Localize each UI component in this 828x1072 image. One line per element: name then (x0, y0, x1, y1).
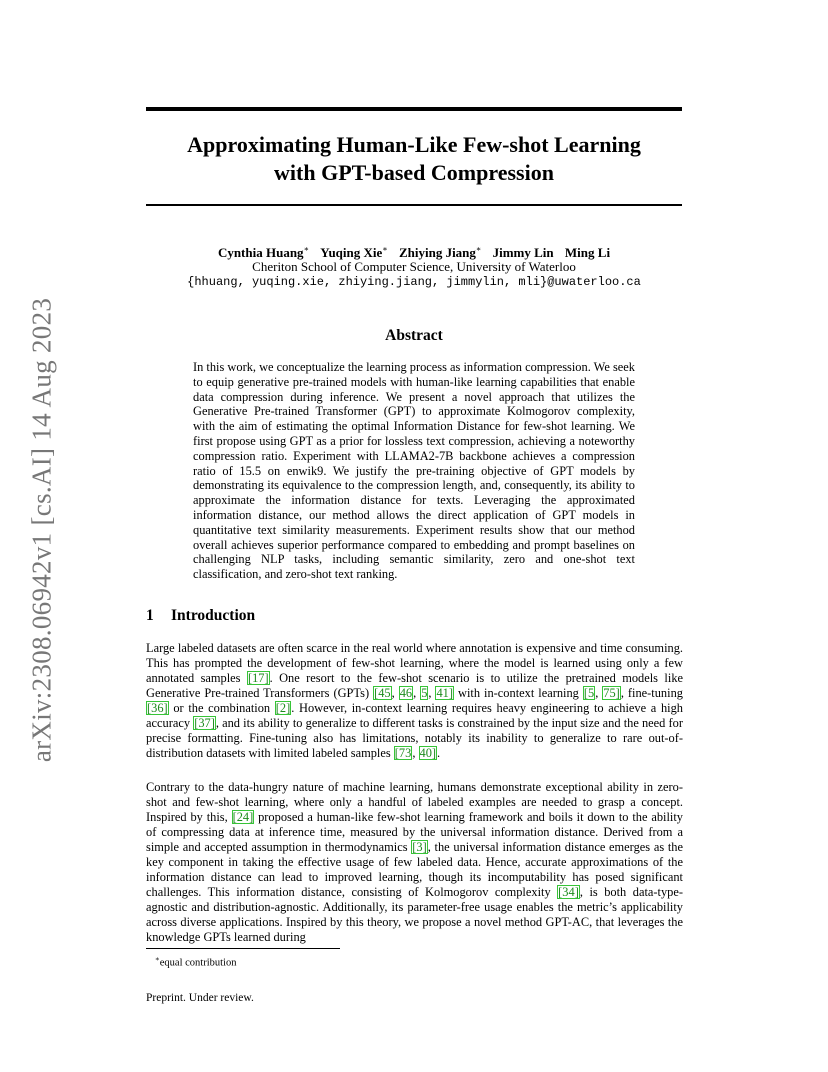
citation-link[interactable]: 5 (421, 686, 428, 700)
citation-link[interactable]: [45 (374, 686, 391, 700)
title-line-1: Approximating Human-Like Few-shot Learning (187, 132, 641, 157)
citation-link[interactable]: [37] (194, 716, 215, 730)
citation-link[interactable]: [36] (147, 701, 168, 715)
author: Ming Li (564, 245, 611, 261)
preprint-notice: Preprint. Under review. (146, 992, 254, 1004)
citation-link[interactable]: 41] (436, 686, 454, 700)
citation-link[interactable]: [17] (247, 671, 269, 685)
affiliation: Cheriton School of Computer Science, University of Waterloo (252, 259, 576, 274)
intro-paragraph-2: Contrary to the data-hungry nature of machine learning, humans demonstrate exceptional ability in zero-shot and few-shot learning, where only a handful of labeled examples are needed to grasp a concept. Inspired by this, [24] proposed a human-like few-shot learning framework and boils it down to the ability of compressing data at inference time, measured by the universal information distance. Derived from a simple and accepted assumption in thermodynamics [3], the universal information distance emerges as the key component in taking the effective usage of few labeled data. Hence, accurate approximations of the information distance can lead to improved learning, though its incomputability has posed significant challenges. This information distance, consisting of Kolmogorov complexity [34], is both data-type-agnostic and distribution-agnostic. Additionally, its parameter-free usage enables the metric’s applicability across diverse applications. Inspired by this theory, we propose a novel method GPT-AC, that leverages the knowledge GPTs learned during (146, 780, 683, 944)
title-bottom-rule (146, 204, 682, 206)
section-title: Introduction (171, 607, 256, 624)
citation-link[interactable]: [2] (275, 701, 291, 715)
citation-link[interactable]: [5 (583, 686, 595, 700)
citation-link[interactable]: 40] (419, 746, 437, 760)
author: Jimmy Lin (492, 245, 554, 261)
citation-link[interactable]: 75] (603, 686, 620, 700)
paper-title (146, 131, 682, 187)
citation-link[interactable]: [73 (394, 746, 412, 760)
author: Cynthia Huang∗ (217, 245, 309, 261)
intro-paragraph-1: Large labeled datasets are often scarce in the real world where annotation is expensive and time consuming. This has prompted the development of few-shot learning, where the model is learned using only a few annotated samples [17]. One resort to the few-shot scenario is to utilize the pretrained models like Generative Pre-trained Transformers (GPTs) [45, 46, 5, 41] with in-context learning [5, 75], fine-tuning [36] or the combination [2]. However, in-context learning requires heavy engineering to achieve a high accuracy [37], and its ability to generalize to different tasks is constrained by the input size and the need for precise formatting. Fine-tuning also has limitations, notably its inability to generalize to rare out-of-distribution datasets with limited labeled samples [73, 40]. (146, 641, 684, 760)
title-line-2: with GPT-based Compression (274, 160, 554, 185)
author: Yuqing Xie∗ (320, 245, 388, 261)
abstract-heading: Abstract (385, 327, 443, 344)
citation-link[interactable]: [3] (412, 840, 427, 854)
citation-link[interactable]: [34] (558, 885, 579, 899)
footnote-text: equal contribution (159, 957, 237, 969)
citation-link[interactable]: 46 (399, 686, 413, 700)
author-emails: {hhuang, yuqing.xie, zhiying.jiang, jimmylin, mli}@uwaterloo.ca (187, 275, 641, 289)
author: Zhiying Jiang∗ (398, 245, 482, 261)
section-heading-introduction (146, 607, 255, 625)
arxiv-sidebar-stamp (22, 292, 62, 768)
arxiv-identifier: arXiv:2308.06942v1 [cs.AI] 14 Aug 2023 (26, 297, 57, 763)
citation-link[interactable]: [24] (232, 810, 254, 824)
footnote (155, 953, 236, 970)
section-number: 1 (146, 607, 154, 624)
footnote-rule (146, 948, 340, 949)
abstract-text: In this work, we conceptualize the learning process as information compression. We seek to equip generative pre-trained models with human-like learning capabilities that enable data compression during inference. We present a novel approach that utilizes the Generative Pre-trained Transformer (GPT) to approximate Kolmogorov complexity, with the aim of estimating the optimal Information Distance for few-shot learning. We first propose using GPT as a prior for lossless text compression, achieving a noteworthy compression ratio. Experiment with LLAMA2-7B backbone achieves a compression ratio of 15.5 on enwik9. We justify the pre-training objective of GPT models by demonstrating its equivalence to the compression length, and, consequently, its ability to approximate the information distance for texts. Leveraging the approximated information distance, our method allows the direct application of GPT models in quantitative text similarity measurements. Experiment results show that our method overall achieves superior performance compared to embedding and prompt baselines on challenging NLP tasks, including semantic similarity, zero and one-shot text classification, and zero-shot text ranking. (193, 360, 635, 582)
footnote-mark: ∗ (155, 955, 160, 963)
title-top-rule (146, 107, 682, 111)
